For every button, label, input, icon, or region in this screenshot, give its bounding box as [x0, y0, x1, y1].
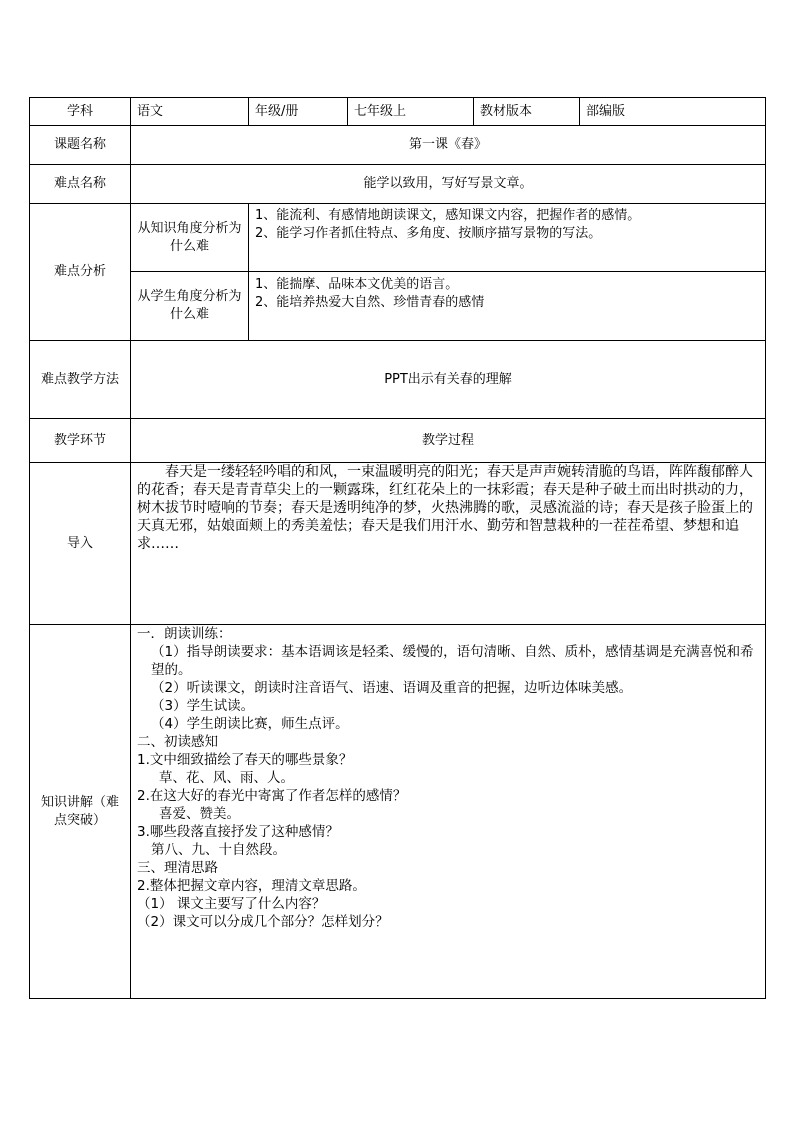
analysis-label: 难点分析	[30, 204, 131, 341]
lesson-label: 课题名称	[30, 126, 131, 165]
knowledge-line: 2.在这大好的春光中寄寓了作者怎样的感情？	[137, 788, 407, 804]
section-header-row	[30, 419, 766, 463]
knowledge-angle-content	[249, 204, 766, 272]
intro-row	[30, 463, 766, 625]
knowledge-line: （1） 课文主要写了什么内容？	[137, 896, 326, 912]
knowledge-line: 第八、九、十自然段。	[151, 842, 286, 858]
subject-value: 语文	[131, 98, 249, 126]
header-row	[30, 98, 766, 126]
method-row	[30, 341, 766, 419]
knowledge-angle-item: 1、能流利、有感情地朗读课文，感知课文内容，把握作者的感情。	[255, 208, 641, 223]
grade-value: 七年级上	[348, 98, 474, 126]
lesson-row	[30, 126, 766, 165]
knowledge-line: 一．朗读训练：	[137, 626, 232, 642]
knowledge-angle-item: 2、能学习作者抓住特点、多角度、按顺序描写景物的写法。	[255, 226, 602, 241]
student-angle-content	[249, 272, 766, 341]
intro-content	[131, 463, 766, 625]
subject-label: 学科	[30, 98, 131, 126]
knowledge-line: 草、花、风、雨、人。	[159, 770, 294, 786]
intro-label: 导入	[30, 463, 131, 625]
difficulty-value: 能学以致用，写好写景文章。	[131, 165, 766, 204]
lesson-title: 第一课《春》	[131, 126, 766, 165]
student-angle-label: 从学生角度分析为什么难	[131, 272, 249, 341]
knowledge-line: 1.文中细致描绘了春天的哪些景象？	[137, 752, 353, 768]
knowledge-content	[131, 625, 766, 999]
difficulty-row	[30, 165, 766, 204]
student-angle-item: 1、能揣摩、品味本文优美的语言。	[255, 277, 459, 292]
method-value: PPT出示有关春的理解	[131, 341, 766, 419]
knowledge-line: （3）学生试读。	[151, 698, 255, 714]
analysis-student-row	[30, 272, 766, 341]
knowledge-label: 知识讲解（难点突破）	[30, 625, 131, 999]
knowledge-line: （2）听读课文，朗读时注音语气、语速、语调及重音的把握，边听边体味美感。	[151, 680, 633, 696]
grade-label: 年级/册	[249, 98, 348, 126]
knowledge-line: 3.哪些段落直接抒发了这种感情？	[137, 824, 339, 840]
edition-value: 部编版	[580, 98, 766, 126]
knowledge-angle-label: 从知识角度分析为什么难	[131, 204, 249, 272]
knowledge-line: （1）指导朗读要求：基本语调该是轻柔、缓慢的，语句清晰、自然、质朴，感情基调是充满喜悦和希望的。	[151, 644, 754, 678]
knowledge-line: 2.整体把握文章内容，理清文章思路。	[137, 878, 366, 894]
difficulty-label: 难点名称	[30, 165, 131, 204]
section-value: 教学过程	[131, 419, 766, 463]
student-angle-item: 2、能培养热爱大自然、珍惜青春的感情	[255, 295, 485, 310]
edition-label: 教材版本	[474, 98, 580, 126]
analysis-knowledge-row	[30, 204, 766, 272]
lesson-plan-table	[29, 97, 766, 999]
knowledge-line: （2）课文可以分成几个部分？怎样划分？	[137, 914, 389, 930]
knowledge-line: 二、初读感知	[137, 734, 218, 750]
section-label: 教学环节	[30, 419, 131, 463]
method-label: 难点教学方法	[30, 341, 131, 419]
intro-paragraph: 春天是一缕轻轻吟唱的和风，一束温暖明亮的阳光；春天是声声婉转清脆的鸟语，阵阵馥郁醉人的花香；春天是青青草尖上的一颗露珠，红红花朵上的一抹彩霞；春天是种子破土而出时拱动的力，树木拔节时噎响的节奏；春天是透明纯净的梦，火热沸腾的歌，灵感流溢的诗；春天是孩子脸蛋上的天真无邪，姑娘面颊上的秀美羞怯；春天是我们用汗水、勤劳和智慧栽种的一茬茬希望、梦想和追求……	[137, 464, 753, 552]
knowledge-row	[30, 625, 766, 999]
knowledge-line: 三、理清思路	[137, 860, 218, 876]
knowledge-line: （4）学生朗读比赛，师生点评。	[151, 716, 349, 732]
knowledge-line: 喜爱、赞美。	[159, 806, 240, 822]
